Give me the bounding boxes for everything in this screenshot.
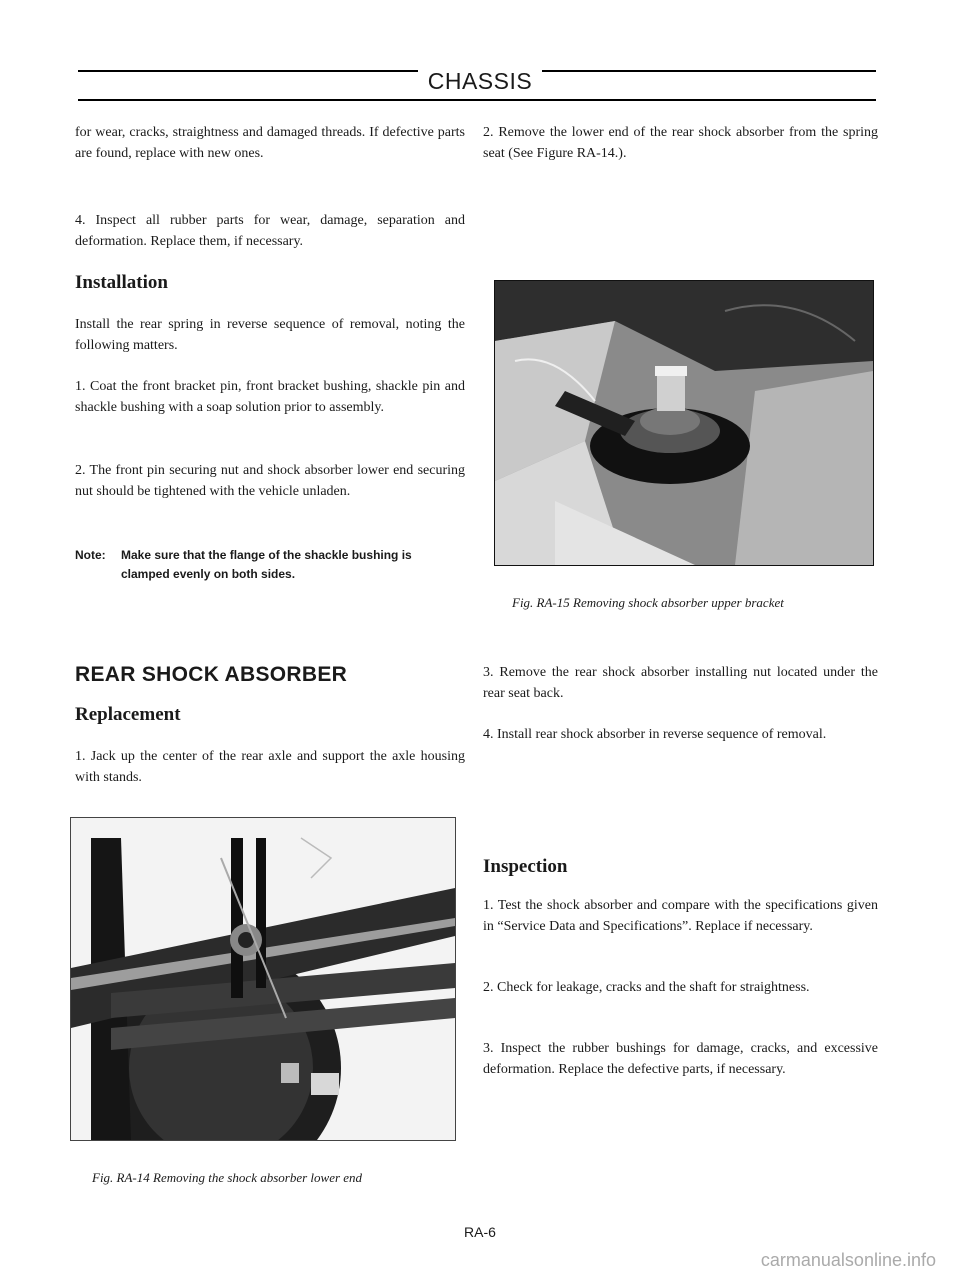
shock-absorber-lower-end-photo: [71, 818, 455, 1140]
section-heading: REAR SHOCK ABSORBER: [75, 663, 348, 686]
watermark: carmanualsonline.info: [760, 1250, 936, 1270]
intro-paragraph: for wear, cracks, straightness and damaged threads. If defective parts are found, replace with new ones.: [75, 125, 465, 161]
replacement-step-1: 1. Jack up the center of the rear axle and support the axle housing with stands.: [75, 749, 465, 785]
figure-ra-14-caption: Fig. RA-14 Removing the shock absorber lower end: [92, 1170, 363, 1185]
inspection-step-1: 1. Test the shock absorber and compare with the specifications given in “Service Data and Specifications”. Replace if necessary.: [483, 898, 878, 934]
install-step-1: 1. Coat the front bracket pin, front bracket bushing, shackle pin and shackle bushing with a soap solution prior to assembly.: [75, 379, 465, 415]
header-rule-bottom: [78, 99, 876, 101]
note-label: Note:: [75, 548, 106, 562]
installation-intro: Install the rear spring in reverse sequence of removal, noting the following matters.: [75, 317, 465, 353]
removal-step-4: 4. Install rear shock absorber in reverse sequence of removal.: [483, 727, 827, 742]
shock-absorber-upper-bracket-photo: [495, 281, 873, 565]
note-line-1: Make sure that the flange of the shackle bushing is: [121, 548, 412, 562]
page-title: CHASSIS: [0, 68, 960, 95]
inspection-heading: Inspection: [483, 856, 568, 877]
figure-ra-15-caption: Fig. RA-15 Removing shock absorber upper bracket: [512, 595, 784, 610]
removal-step-2: 2. Remove the lower end of the rear shock absorber from the spring seat (See Figure RA-14.).: [483, 125, 878, 161]
page-number: RA-6: [464, 1224, 496, 1240]
install-step-2: 2. The front pin securing nut and shock absorber lower end securing nut should be tightened with the vehicle unladen.: [75, 463, 465, 499]
figure-ra-15: [494, 280, 874, 566]
inspection-step-2: 2. Check for leakage, cracks and the shaft for straightness.: [483, 980, 810, 995]
inspect-step-4: 4. Inspect all rubber parts for wear, damage, separation and deformation. Replace them, if necessary.: [75, 213, 465, 249]
removal-step-3: 3. Remove the rear shock absorber installing nut located under the rear seat back.: [483, 665, 878, 701]
replacement-heading: Replacement: [75, 704, 181, 725]
note-line-2: clamped evenly on both sides.: [121, 567, 296, 581]
inspection-step-3: 3. Inspect the rubber bushings for damage, cracks, and excessive deformation. Replace the defective parts, if necessary.: [483, 1041, 878, 1077]
figure-ra-14: [70, 817, 456, 1141]
installation-heading: Installation: [75, 272, 168, 293]
note-block: [75, 546, 467, 584]
